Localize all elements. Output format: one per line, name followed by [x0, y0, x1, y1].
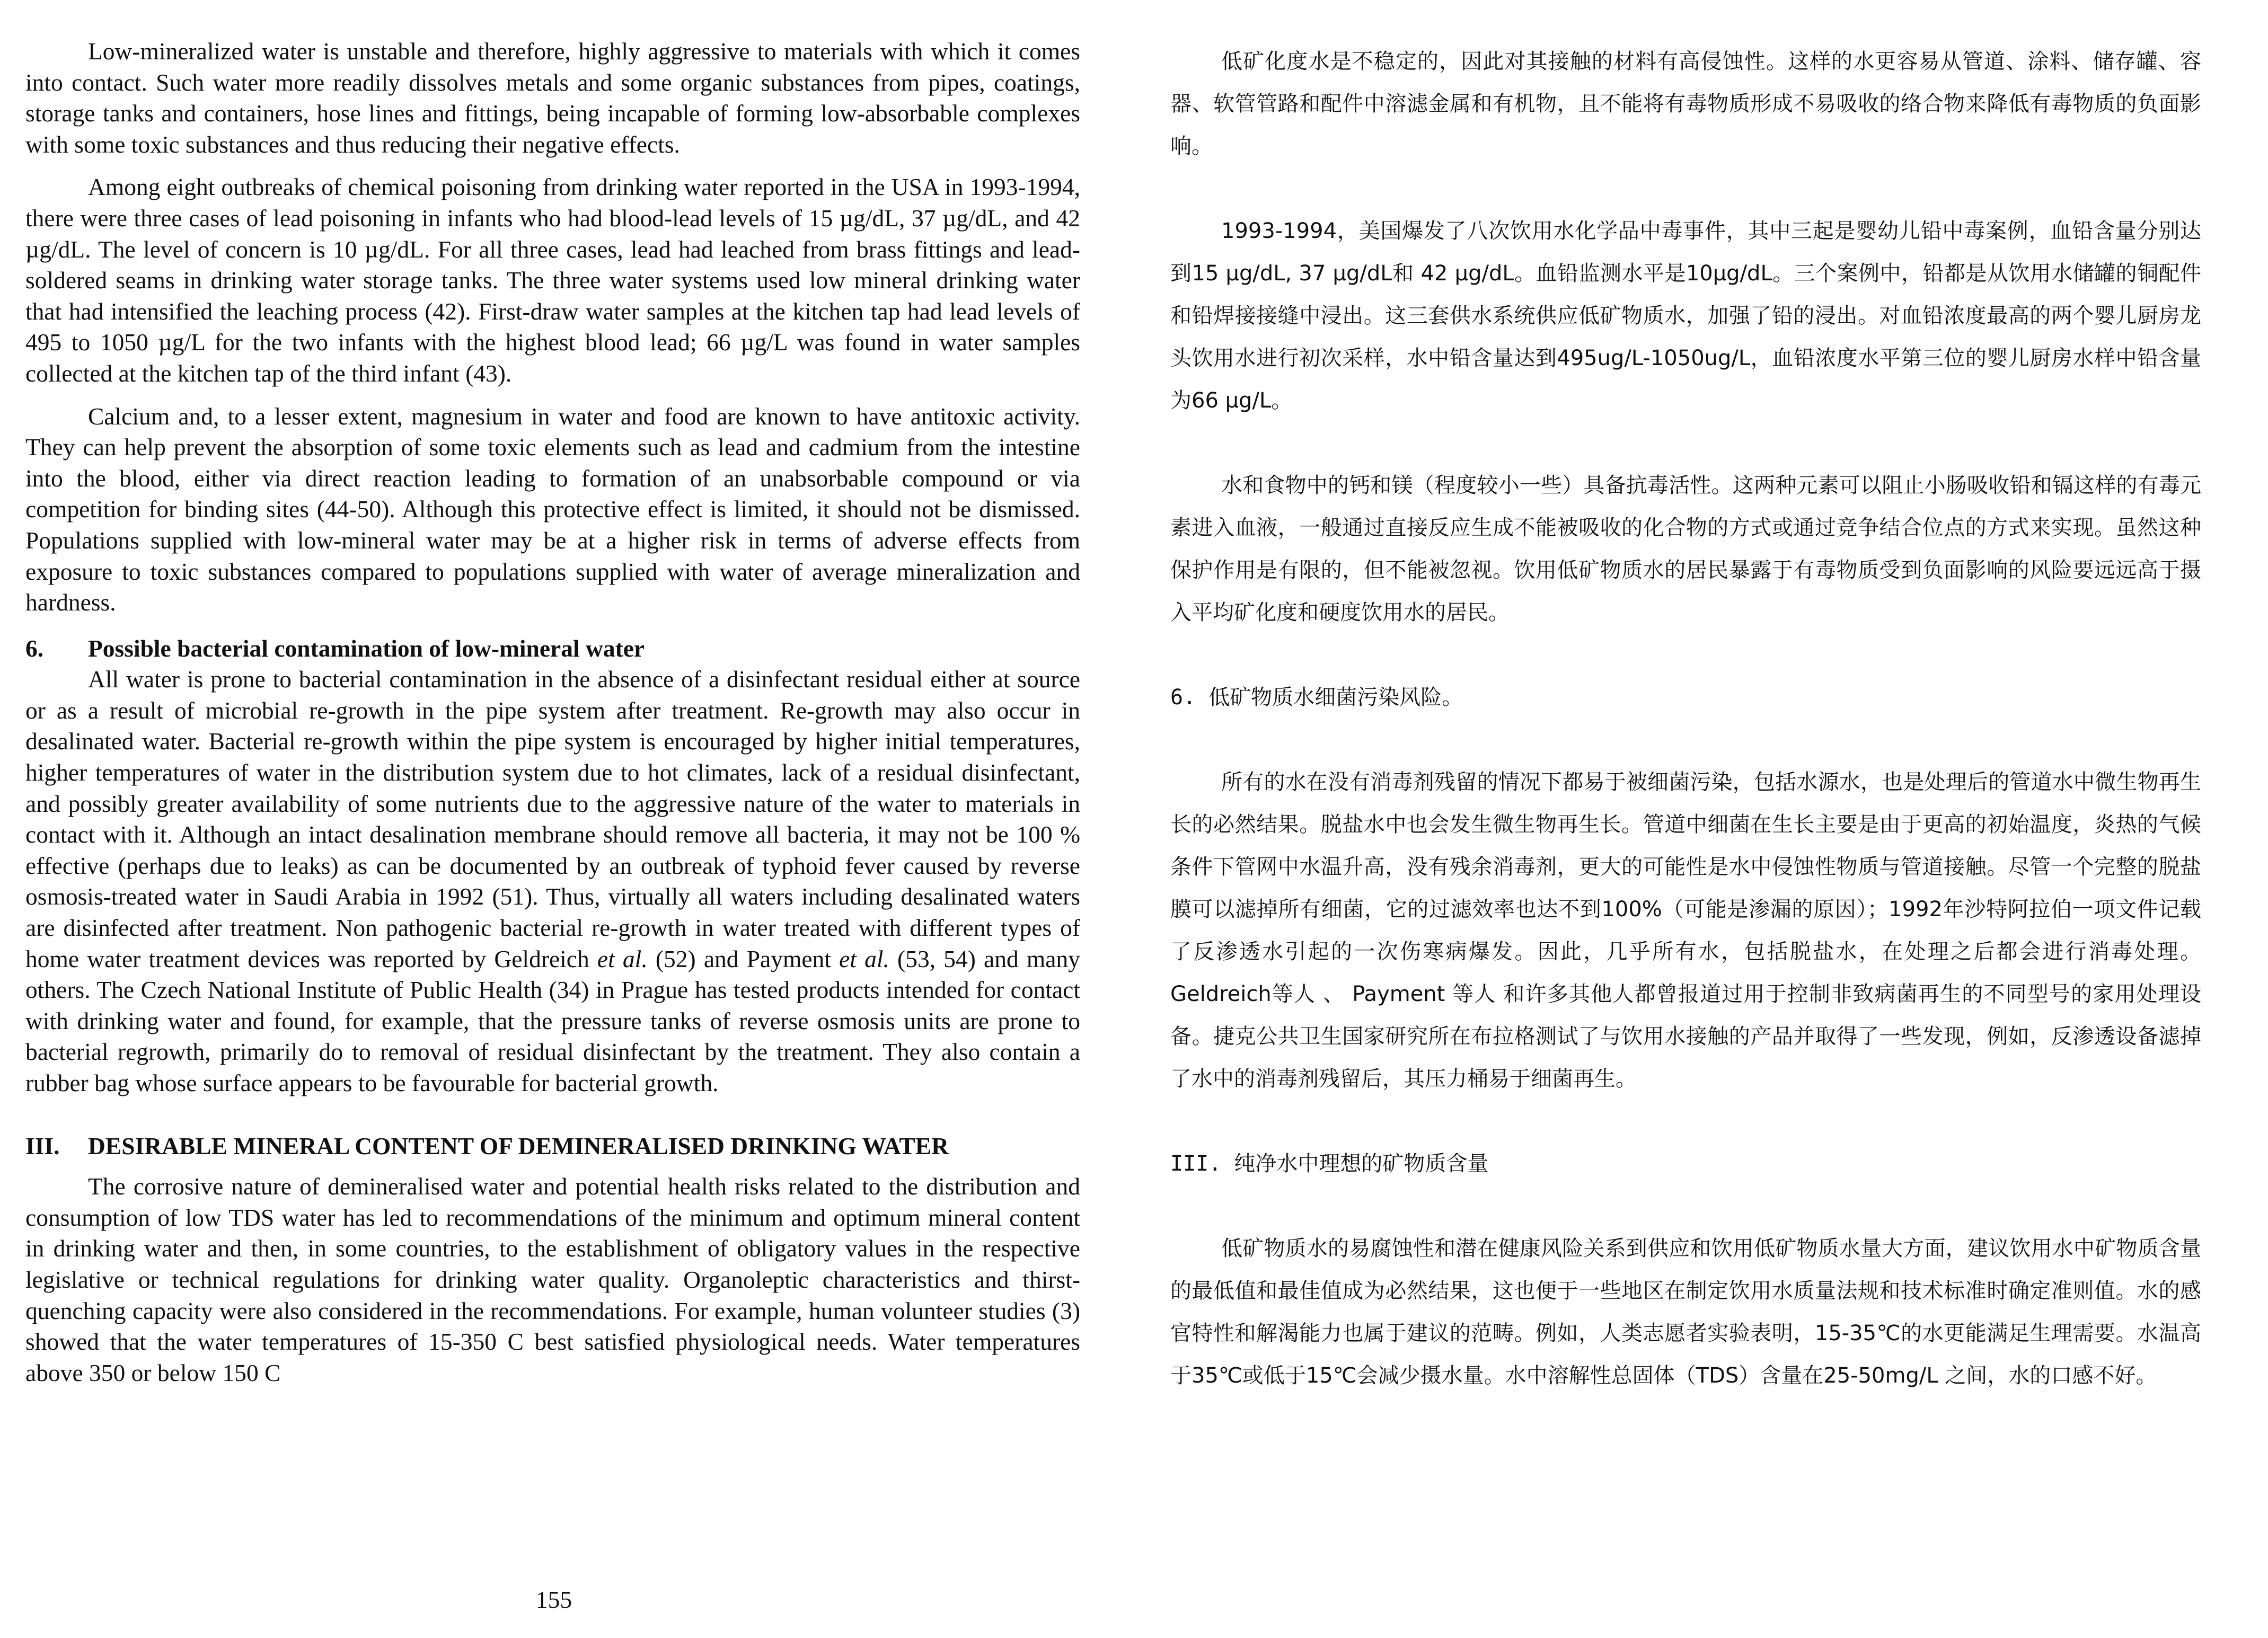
- english-paragraph-2: Among eight outbreaks of chemical poisoning from drinking water reported in the USA in 1993-1994, there were three cases of lead poisoning in infants who had blood-lead levels of 15 µg/dL, 37 µg/dL, and 42 µg/dL. The level of concern is 10 µg/dL. For all three cases, lead had leached from brass fittings and lead-soldered seams in drinking water storage tanks. The three water systems used low mineral drinking water that had intensified the leaching process (42). First-draw water samples at the kitchen tap had lead levels of 495 to 1050 µg/L for the two infants with the highest blood lead; 66 µg/L was found in water samples collected at the kitchen tap of the third infant (43).: [25, 173, 1080, 387]
- english-paragraph-5: The corrosive nature of demineralised water and potential health risks related to the distribution and consumption of low TDS water has led to recommendations of the minimum and optimum mineral content in drinking water and then, in some countries, to the establishment of obligatory values in the respective legislative or technical regulations for drinking water quality. Organoleptic characteristics and thirst-quenching capacity were also considered in the recommendations. For example, human volunteer studies (3) showed that the water temperatures of 15-350 C best satisfied physiological needs. Water temperatures above 350 or below 150 C: [25, 1173, 1080, 1386]
- section-iii-number: III.: [25, 1132, 60, 1159]
- english-paragraph-1: Low-mineralized water is unstable and therefore, highly aggressive to materials with which it comes into contact. Such water more readily dissolves metals and some organic substances from pipes, coatings, storage tanks and containers, hose lines and fittings, being incapable of forming low-absorbable complexes with some toxic substances and thus reducing their negative effects.: [25, 38, 1080, 158]
- paragraph-gap: [1170, 634, 2201, 676]
- english-paragraph-3: Calcium and, to a lesser extent, magnesium in water and food are known to have antitoxic activity. They can help prevent the absorption of some toxic elements such as lead and cadmium from the intestine into the blood, either via direct reaction leading to formation of an unabsorbable compound or via competition for binding sites (44-50). Although this protective effect is limited, it should not be dismissed. Populations supplied with low-mineral water may be at a higher risk in terms of adverse effects from exposure to toxic substances compared to populations supplied with water of average mineralization and hardness.: [25, 402, 1080, 616]
- paragraph-gap: [1170, 719, 2201, 761]
- english-paragraph-4: [25, 664, 1080, 1099]
- english-column: [25, 36, 1080, 1400]
- section-iii-heading: [25, 1131, 1080, 1162]
- english-paragraph-4-part-1: All water is prone to bacterial contamination in the absence of a disinfectant residual either at source or as a result of microbial re-growth in the pipe system after treatment. Re-growth may also occur in desalinated water. Bacterial re-growth within the pipe system is encouraged by higher initial temperatures, higher temperatures of water in the distribution system due to hot climates, lack of a residual disinfectant, and possibly greater availability of some nutrients due to the aggressive nature of the water to materials in contact with it. Although an intact desalination membrane should remove all bacteria, it may not be 100 % effective (perhaps due to leaks) as can be documented by an outbreak of typhoid fever caused by reverse osmosis-treated water in Saudi Arabia in 1992 (51). Thus, virtually all waters including desalinated waters are disinfected after treatment. Non pathogenic bacterial re-growth in water treated with different types of home water treatment devices was reported by Geldreich: [25, 666, 1080, 972]
- paragraph-gap: [1170, 1185, 2201, 1227]
- paragraph-gap: [1170, 422, 2201, 464]
- paragraph-gap: [1170, 167, 2201, 210]
- et-al-1: et al.: [597, 945, 648, 972]
- page-number: 155: [535, 1586, 572, 1613]
- chinese-paragraph-5: 低矿物质水的易腐蚀性和潜在健康风险关系到供应和饮用低矿物质水量大方面，建议饮用水中矿物质含量的最低值和最佳值成为必然结果，这也便于一些地区在制定饮用水质量法规和技术标准时确定准则值。水的感官特性和解渴能力也属于建议的范畴。例如，人类志愿者实验表明，15-35℃的水更能满足生理需要。水温高于35℃或低于15℃会减少摄水量。水中溶解性总固体（TDS）含量在25-50mg/L 之间，水的口感不好。: [1170, 1236, 2201, 1388]
- english-paragraph-4-part-2: (52) and Payment: [647, 945, 840, 972]
- section-6-heading: [25, 633, 1080, 665]
- chinese-section-6-heading: 6. 低矿物质水细菌污染风险。: [1170, 685, 1463, 710]
- section-6-title: Possible bacterial contamination of low-mineral water: [88, 634, 645, 662]
- chinese-paragraph-3: 水和食物中的钙和镁（程度较小一些）具备抗毒活性。这两种元素可以阻止小肠吸收铅和镉这样的有毒元素进入血液，一般通过直接反应生成不能被吸收的化合物的方式或通过竞争结合位点的方式来实现。虽然这种保护作用是有限的，但不能被忽视。饮用低矿物质水的居民暴露于有毒物质受到负面影响的风险要远远高于摄入平均矿化度和硬度饮用水的居民。: [1170, 473, 2201, 625]
- chinese-column: [1170, 40, 2201, 1397]
- section-6-number: 6.: [25, 634, 44, 662]
- chinese-paragraph-1: 低矿化度水是不稳定的，因此对其接触的材料有高侵蚀性。这样的水更容易从管道、涂料、储存罐、容器、软管管路和配件中溶滤金属和有机物，且不能将有毒物质形成不易吸收的络合物来降低有毒物质的负面影响。: [1170, 49, 2201, 158]
- chinese-section-iii-heading: III. 纯净水中理想的矿物质含量: [1170, 1152, 1489, 1176]
- section-iii-title: DESIRABLE MINERAL CONTENT OF DEMINERALISED DRINKING WATER: [88, 1132, 949, 1159]
- english-paragraph-4-part-3: (53, 54) and many others. The Czech National Institute of Public Health (34) in Prague has tested products intended for contact with drinking water and found, for example, that the pressure tanks of reverse osmosis units are prone to bacterial regrowth, primarily do to removal of residual disinfectant by the treatment. They also contain a rubber bag whose surface appears to be favourable for bacterial growth.: [25, 945, 1080, 1096]
- et-al-2: et al.: [839, 945, 889, 972]
- paragraph-gap: [1170, 1100, 2201, 1143]
- chinese-paragraph-4: 所有的水在没有消毒剂残留的情况下都易于被细菌污染，包括水源水，也是处理后的管道水中微生物再生长的必然结果。脱盐水中也会发生微生物再生长。管道中细菌在生长主要是由于更高的初始温度，炎热的气候条件下管网中水温升高，没有残余消毒剂，更大的可能性是水中侵蚀性物质与管道接触。尽管一个完整的脱盐膜可以滤掉所有细菌，它的过滤效率也达不到100%（可能是渗漏的原因）；1992年沙特阿拉伯一项文件记载了反渗透水引起的一次伤寒病爆发。因此，几乎所有水，包括脱盐水，在处理之后都会进行消毒处理。Geldreich等人 、 Payment 等人 和许多其他人都曾报道过用于控制非致病菌再生的不同型号的家用处理设备。捷克公共卫生国家研究所在布拉格测试了与饮用水接触的产品并取得了一些发现，例如，反渗透设备滤掉了水中的消毒剂残留后，其压力桶易于细菌再生。: [1170, 770, 2201, 1091]
- chinese-paragraph-2: 1993-1994，美国爆发了八次饮用水化学品中毒事件，其中三起是婴幼儿铅中毒案例，血铅含量分别达到15 μg/dL, 37 μg/dL和 42 μg/dL。血铅监测水平是10μg/dL。三个案例中，铅都是从饮用水储罐的铜配件和铅焊接接缝中浸出。这三套供水系统供应低矿物质水，加强了铅的浸出。对血铅浓度最高的两个婴儿厨房龙头饮用水进行初次采样，水中铅含量达到495ug/L-1050ug/L，血铅浓度水平第三位的婴儿厨房水样中铅含量为66 μg/L。: [1170, 219, 2201, 413]
